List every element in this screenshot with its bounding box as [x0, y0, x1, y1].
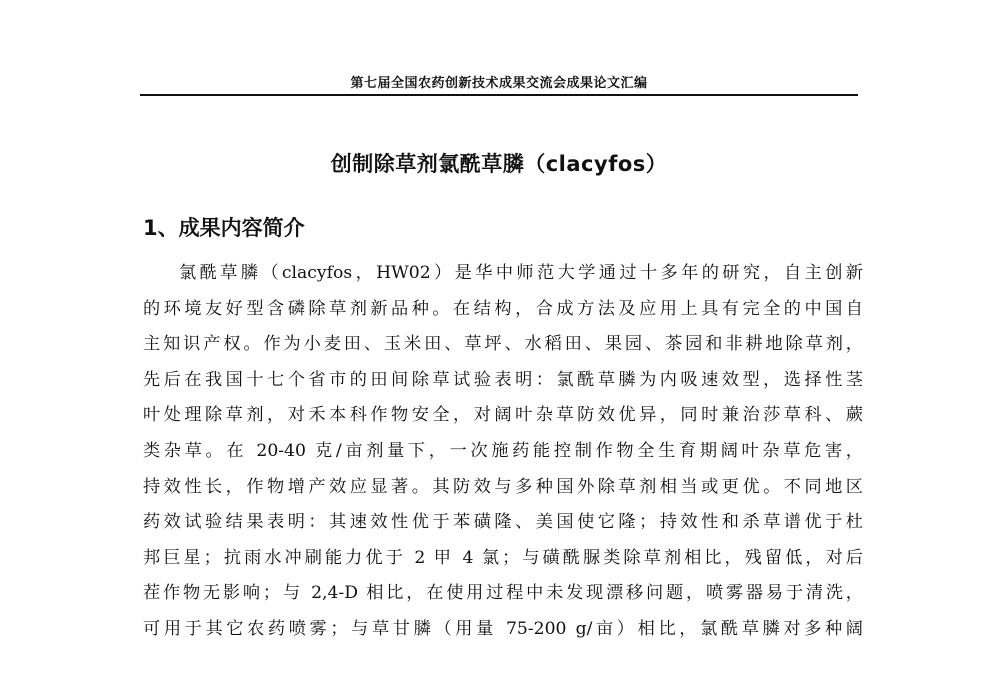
paragraph-line: 邦巨星；抗雨水冲刷能力优于 2 甲 4 氯；与磺酰脲类除草剂相比，残留低，对后	[143, 547, 863, 568]
section-heading: 1、成果内容简介	[143, 216, 305, 240]
article-title: 创制除草剂氯酰草膦（clacyfos）	[330, 152, 668, 176]
paragraph-line: 的环境友好型含磷除草剂新品种。在结构，合成方法及应用上具有完全的中国自	[143, 298, 863, 319]
header-rule	[140, 94, 858, 96]
body-paragraph	[143, 256, 863, 648]
paragraph-line: 主知识产权。作为小麦田、玉米田、草坪、水稻田、果园、茶园和非耕地除草剂，	[143, 334, 863, 355]
paragraph-line: 叶处理除草剂，对禾本科作物安全，对阔叶杂草防效优异，同时兼治莎草科、蕨	[143, 405, 863, 426]
paragraph-line: 先后在我国十七个省市的田间除草试验表明：氯酰草膦为内吸速效型，选择性茎	[143, 369, 863, 390]
paragraph-line: 类杂草。在 20-40 克/亩剂量下，一次施药能控制作物全生育期阔叶杂草危害，	[143, 440, 863, 461]
paragraph-line: 持效性长，作物增产效应显著。其防效与多种国外除草剂相当或更优。不同地区	[143, 476, 863, 497]
paragraph-line: 药效试验结果表明：其速效性优于苯磺隆、美国使它隆；持效性和杀草谱优于杜	[143, 512, 863, 533]
paragraph-line: 可用于其它农药喷雾；与草甘膦（用量 75-200 g/亩）相比，氯酰草膦对多种阔	[143, 618, 863, 639]
paragraph-line: 茬作物无影响；与 2,4-D 相比，在使用过程中未发现漂移问题，喷雾器易于清洗，	[143, 583, 863, 604]
paragraph-line: 氯酰草膦（clacyfos，HW02）是华中师范大学通过十多年的研究，自主创新	[179, 263, 863, 283]
running-header: 第七届全国农药创新技术成果交流会成果论文汇编	[350, 76, 648, 91]
